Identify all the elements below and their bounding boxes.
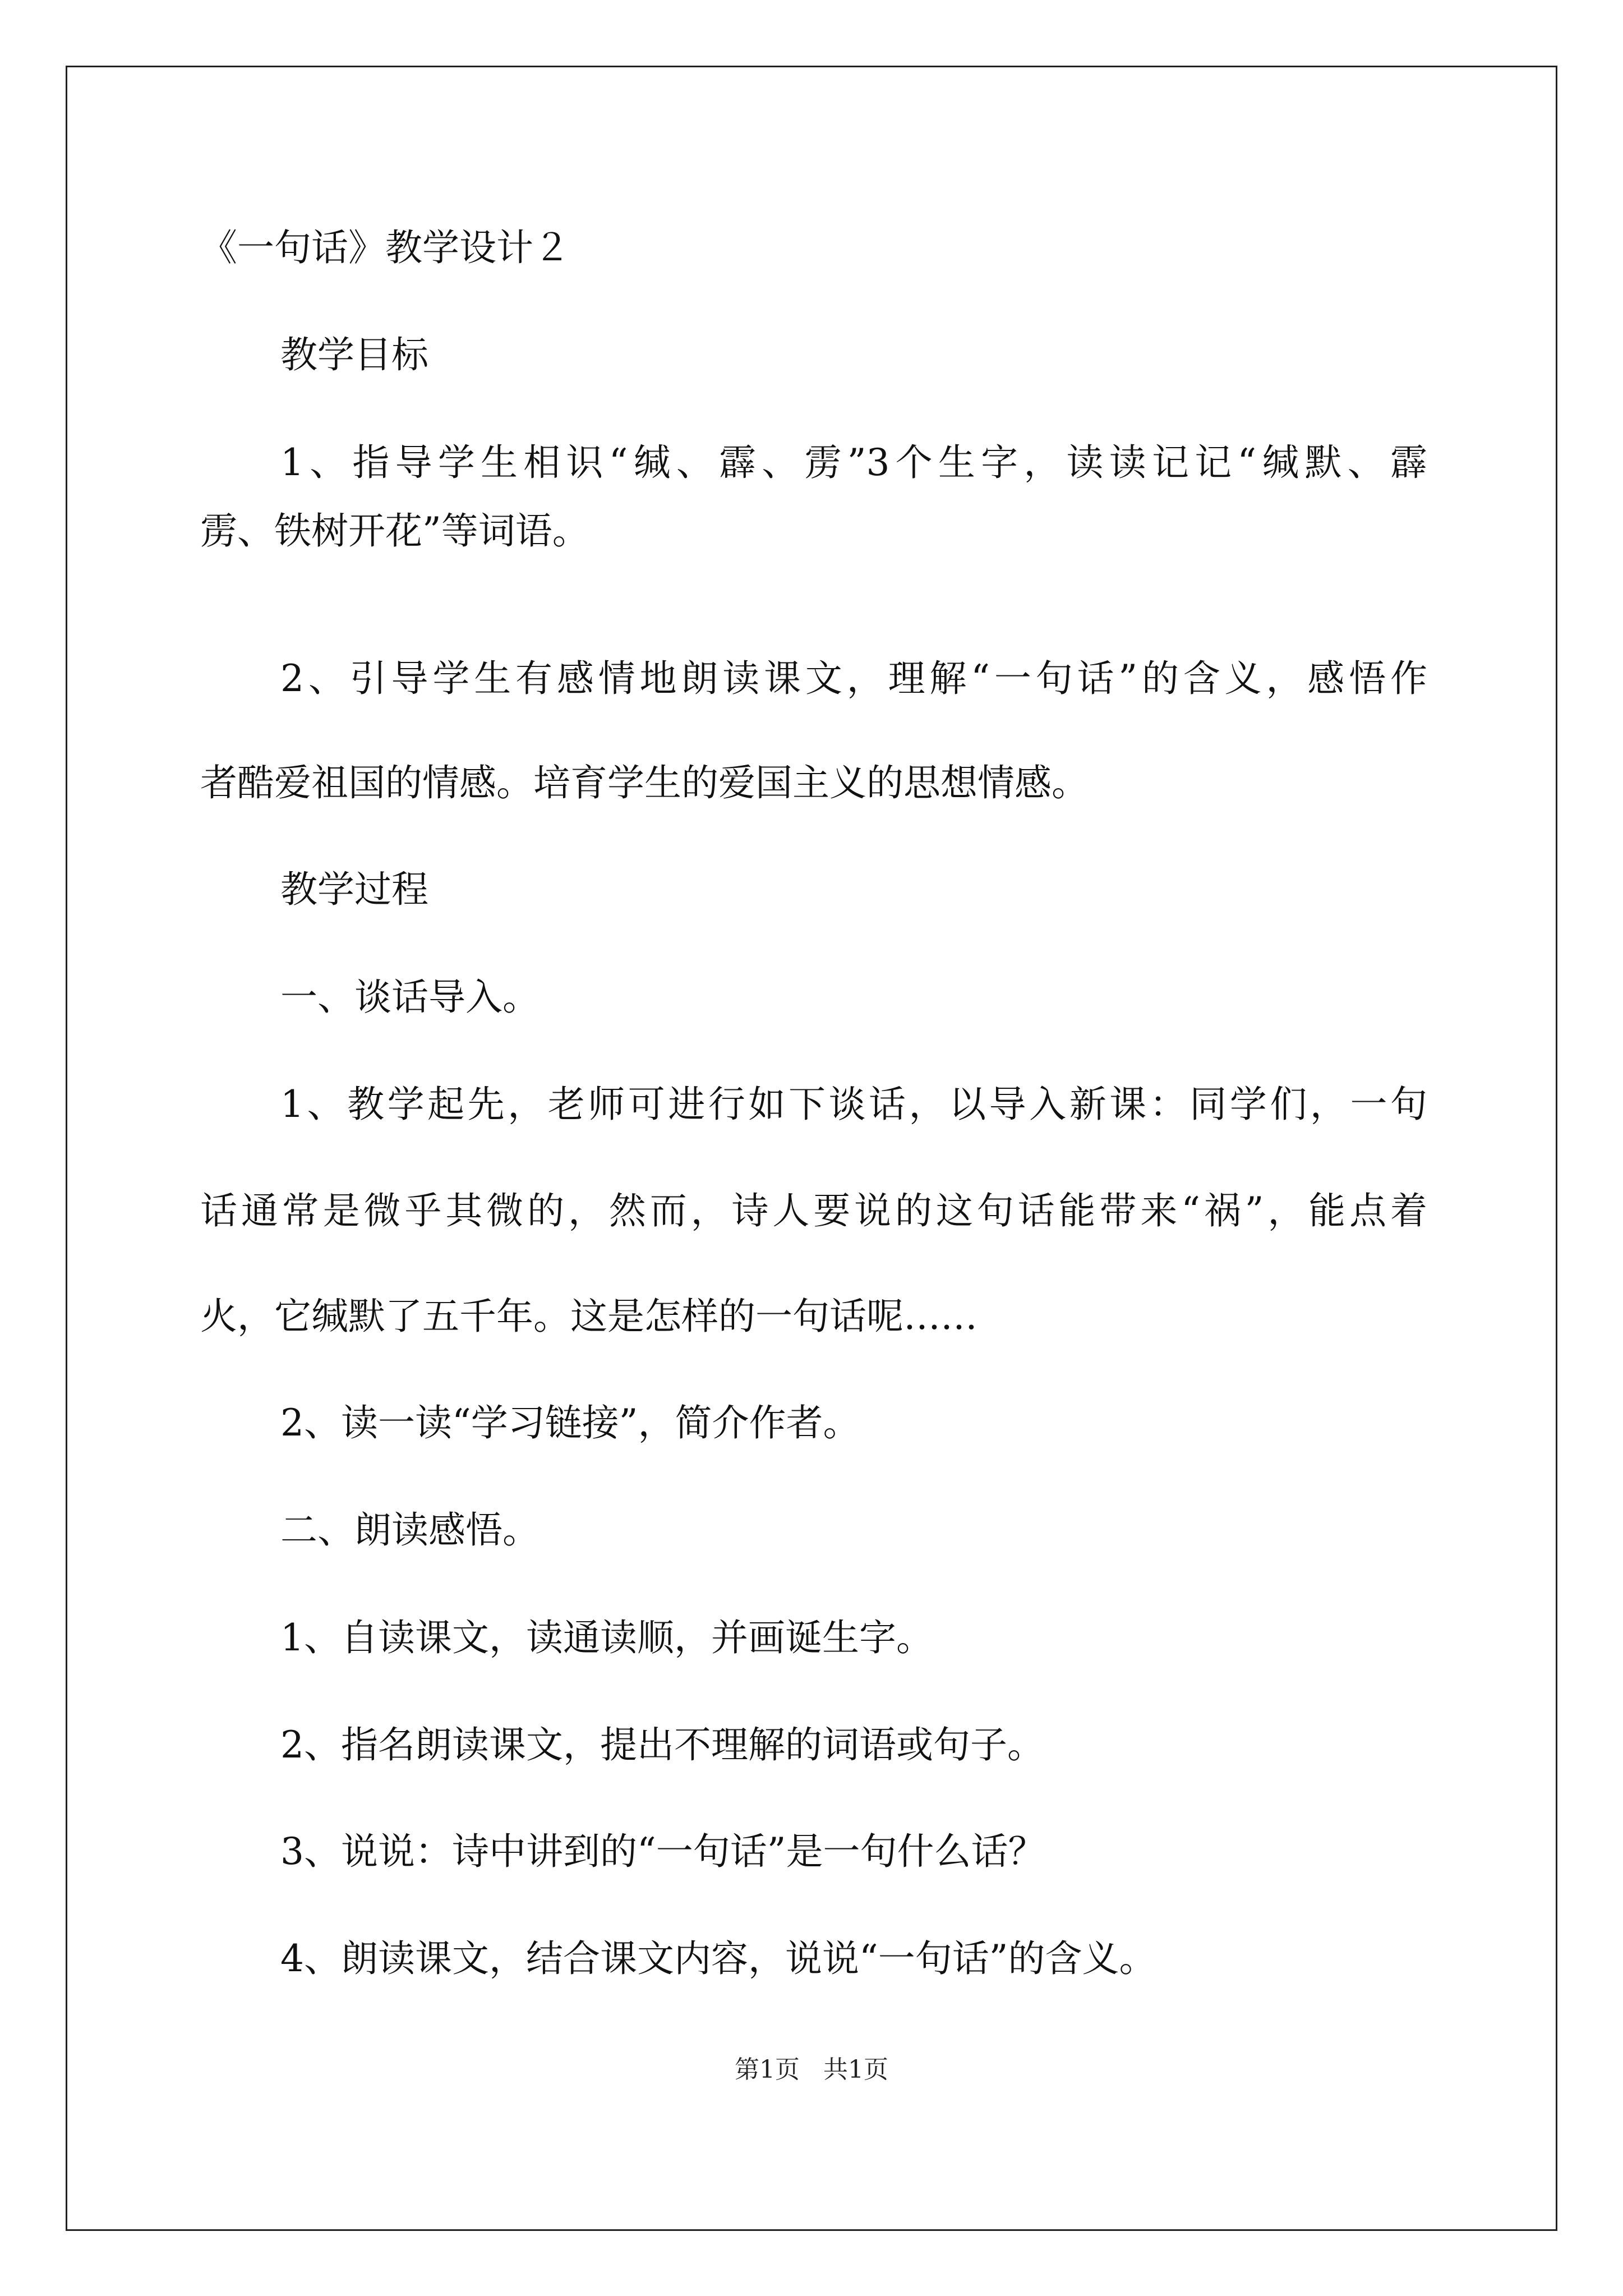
- paragraph-line: 1、教学起先，老师可进行如下谈话，以导入新课：同学们，一句: [280, 1083, 1427, 1126]
- paragraph-line: 2、指名朗读课文，提出不理解的词语或句子。: [280, 1723, 1044, 1766]
- page-border: [66, 66, 1557, 2231]
- paragraph-line: 雳、铁树开花”等词语。: [200, 509, 589, 553]
- document-title: 《一句话》教学设计２: [200, 226, 570, 269]
- paragraph-line: 4、朗读课文，结合课文内容，说说“一句话”的含义。: [280, 1937, 1156, 1980]
- section-heading-reading: 二、朗读感悟。: [280, 1508, 540, 1552]
- section-heading-objectives: 教学目标: [280, 333, 428, 376]
- paragraph-line: 1、指导学生相识“缄、霹、雳”3个生字，读读记记“缄默、霹: [280, 441, 1427, 484]
- page-number-footer: 第1页 共1页: [735, 2055, 888, 2084]
- paragraph-line: 3、说说：诗中讲到的“一句话”是一句什么话？: [280, 1830, 1045, 1873]
- paragraph-line: 2、读一读“学习链接”，简介作者。: [280, 1401, 860, 1444]
- section-heading-intro: 一、谈话导入。: [280, 976, 540, 1019]
- paragraph-line: 1、自读课文，读通读顺，并画诞生字。: [280, 1616, 933, 1659]
- section-heading-process: 教学过程: [280, 868, 428, 911]
- paragraph-line: 2、引导学生有感情地朗读课文，理解“一句话”的含义，感悟作: [280, 657, 1427, 700]
- paragraph-line: 者酷爱祖国的情感。培育学生的爱国主义的思想情感。: [200, 761, 1089, 804]
- paragraph-line: 火，它缄默了五千年。这是怎样的一句话呢……: [200, 1295, 978, 1338]
- paragraph-line: 话通常是微乎其微的，然而，诗人要说的这句话能带来“祸”，能点着: [200, 1189, 1427, 1232]
